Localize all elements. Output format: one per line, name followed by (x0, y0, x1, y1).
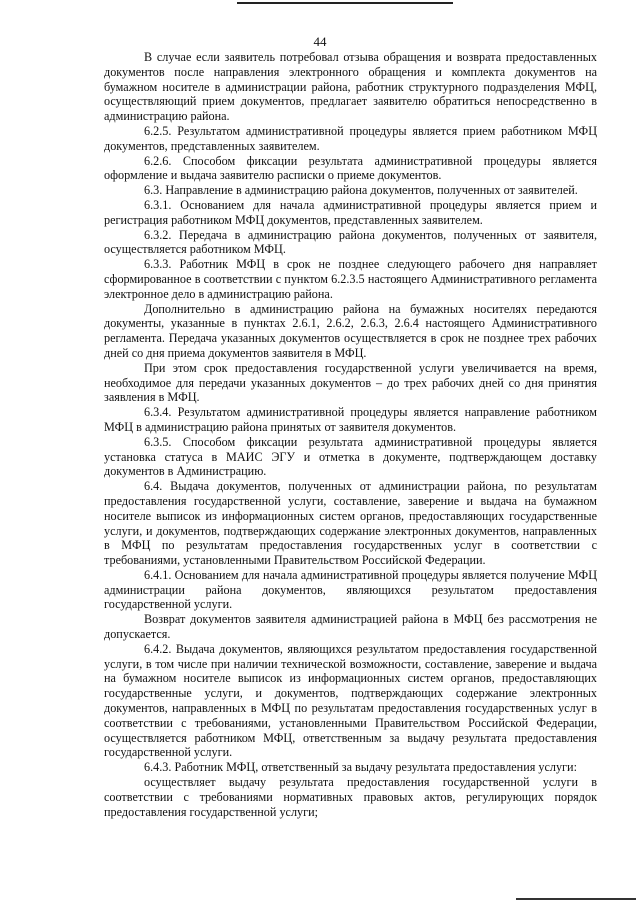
paragraph: 6.3.2. Передача в администрацию района документов, полученных от заявителя, осуществляется работником МФЦ. (104, 227, 597, 257)
paragraph: 6.3. Направление в администрацию района документов, полученных от заявителей. (144, 183, 578, 198)
paragraph: 6.4.1. Основанием для начала административной процедуры является получение МФЦ администрации района документов, являющихся результатом предоставления государственной услуги. (104, 567, 597, 612)
paragraph: В случае если заявитель потребовал отзыва обращения и возврата предоставленных документов после направления электронного обращения и комплекта документов на бумажном носителе в администрации района, работник структурного подразделения МФЦ, осуществляющий прием документов, предлагает заявителю обратиться непосредственно в администрацию района. (104, 50, 597, 124)
paragraph: 6.3.5. Способом фиксации результата административной процедуры является установка статуса в МАИС ЭГУ и отметка в документе, подтверждающем доставку документов в Администрацию. (104, 434, 597, 479)
paragraph: осуществляет выдачу результата предоставления государственной услуги в соответствии с требованиями нормативных правовых актов, регулирующих порядок предоставления государственной услуги; (104, 775, 597, 819)
paragraph: 6.3.1. Основанием для начала административной процедуры является прием и регистрация работником МФЦ документов, представленных заявителем. (104, 197, 597, 227)
paragraph: При этом срок предоставления государственной услуги увеличивается на время, необходимое для передачи указанных документов – до трех рабочих дней со дня принятия заявления в МФЦ. (104, 360, 597, 405)
paragraph: Дополнительно в администрацию района на бумажных носителях передаются документы, указанные в пунктах 2.6.1, 2.6.2, 2.6.3, 2.6.4 настоящего Административного регламента. Передача указанных документов осуществляется в срок не позднее трех рабочих дней со дня приема документов заявителя в МФЦ. (104, 301, 597, 360)
paragraph: Возврат документов заявителя администрацией района в МФЦ без рассмотрения не допускается. (104, 612, 597, 642)
paragraph: 6.3.4. Результатом административной процедуры является направление работником МФЦ в администрацию района принятых от заявителя документов. (104, 405, 597, 434)
paragraph: 6.4. Выдача документов, полученных от администрации района, по результатам предоставления государственной услуги, составление, заверение и выдача на бумажном носителе выписок из информационных систем органов, предоставляющих государственные услуги, и документов, подтверждающих содержание электронных документов, направленных в МФЦ по результатам предоставления государственных услуг в соответствии с требованиями, установленными Правительством Российской Федерации. (104, 479, 597, 568)
bottom-scan-line (516, 898, 636, 900)
document-body (104, 50, 597, 819)
paragraph: 6.4.3. Работник МФЦ, ответственный за выдачу результата предоставления услуги: (144, 760, 577, 775)
paragraph: 6.2.6. Способом фиксации результата административной процедуры является оформление и выдача заявителю расписки о приеме документов. (104, 153, 597, 183)
paragraph: 6.2.5. Результатом административной процедуры является прием работником МФЦ документов, представленных заявителем. (104, 123, 597, 153)
paragraph: 6.3.3. Работник МФЦ в срок не позднее следующего рабочего дня направляет сформированное в соответствии с пунктом 6.2.3.5 настоящего Административного регламента электронное дело в администрацию района. (104, 257, 597, 301)
top-scan-line (237, 2, 453, 4)
paragraph: 6.4.2. Выдача документов, являющихся результатом предоставления государственной услуги, в том числе при наличии технической возможности, составление, заверение и выдача на бумажном носителе выписок из информационных систем органов, предоставляющих государственные услуги, и документов, подтверждающих содержание электронных документов, направленных в МФЦ по результатам предоставления государственных услуг в соответствии с требованиями, установленными Правительством Российской Федерации, осуществляется работником МФЦ, ответственным за выдачу результата предоставления государственной услуги. (104, 641, 597, 760)
page-number: 44 (313, 34, 327, 49)
